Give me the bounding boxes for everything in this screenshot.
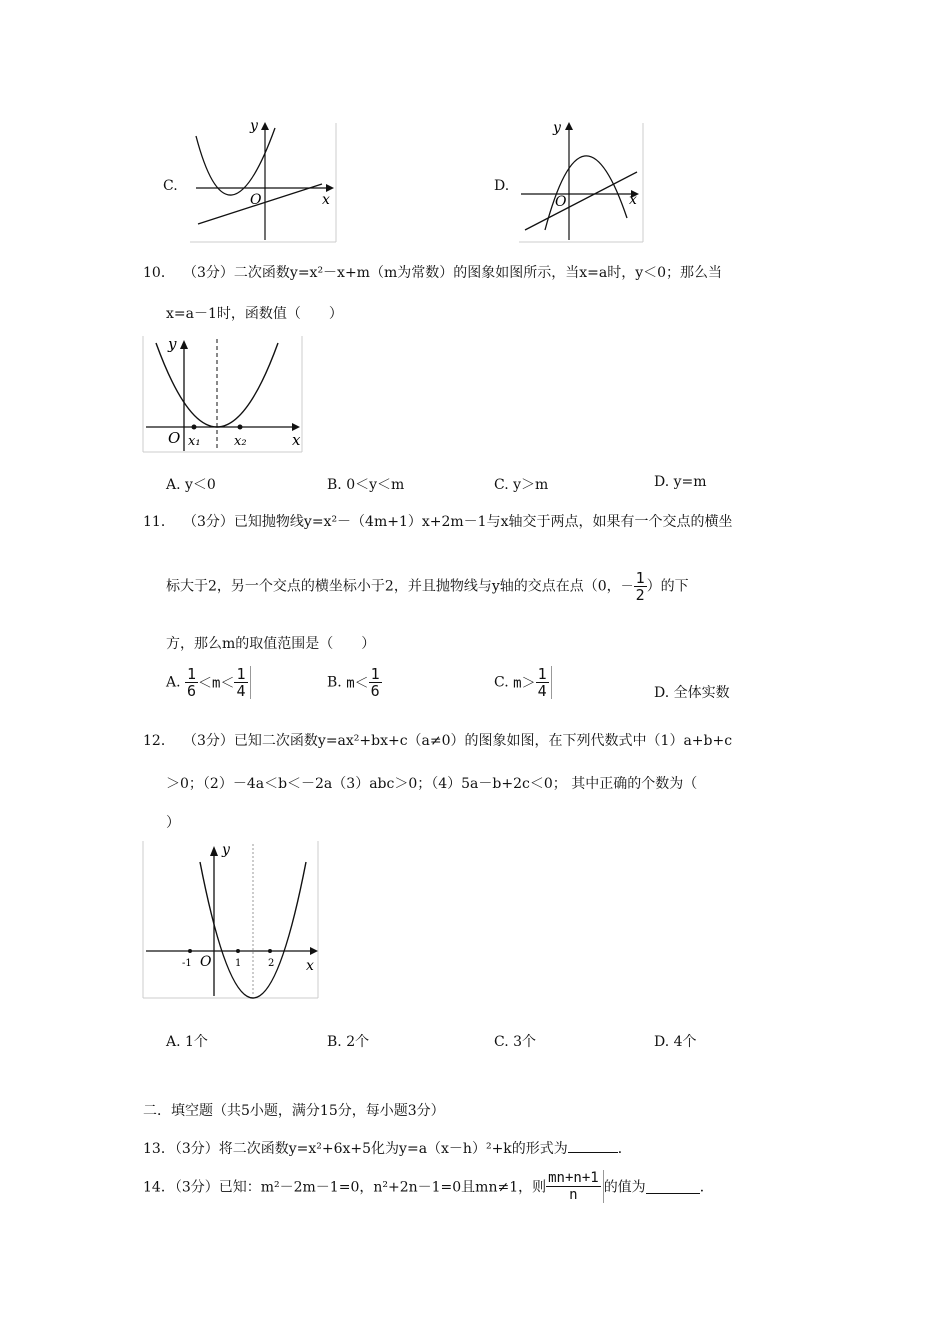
q10-stem-line2: x=a－1时，函数值（ ） bbox=[166, 306, 343, 322]
q14 bbox=[143, 1170, 714, 1203]
origin-label: O bbox=[200, 954, 212, 970]
q12-figure bbox=[142, 840, 322, 1000]
q12-stem-line1: （3分）已知二次函数y=ax²+bx+c（a≠0）的图象如图，在下列代数式中（1）a+b+c bbox=[183, 733, 733, 749]
fraction-1-6: $\frac{1}{6}$ bbox=[370, 665, 380, 700]
option-letter: B. bbox=[327, 1034, 342, 1050]
q10-option-a[interactable] bbox=[166, 474, 216, 494]
q14-answer-blank[interactable] bbox=[646, 1179, 700, 1194]
tick-neg1-label: -1 bbox=[182, 958, 192, 969]
option-letter: C. bbox=[494, 674, 509, 691]
option-letter: A. bbox=[166, 674, 181, 691]
option-mid: ＜m＜ bbox=[198, 675, 235, 692]
tick-1-point bbox=[236, 949, 240, 953]
q13-number: 13． bbox=[143, 1141, 175, 1157]
option-text: 3个 bbox=[513, 1034, 537, 1050]
origin-label: O bbox=[555, 194, 567, 210]
q10-number: 10． bbox=[143, 265, 175, 281]
q11-option-d[interactable] bbox=[654, 682, 730, 702]
fraction-1-4: $\frac{1}{4}$ bbox=[536, 666, 552, 699]
q10-option-b[interactable] bbox=[327, 474, 404, 494]
q10-option-d[interactable] bbox=[654, 474, 707, 490]
tick-2-label: 2 bbox=[268, 958, 275, 969]
q11-option-c[interactable] bbox=[494, 666, 552, 699]
option-mid: m＞ bbox=[513, 675, 536, 692]
x-axis-arrow bbox=[326, 184, 334, 192]
y-label: y bbox=[553, 120, 561, 136]
fraction-1-4: $\frac{1}{4}$ bbox=[234, 666, 250, 699]
q9-option-d-graph bbox=[517, 118, 647, 244]
q11-option-b[interactable] bbox=[327, 666, 382, 699]
root1-point bbox=[192, 425, 197, 430]
option-text: 0＜y＜m bbox=[346, 477, 405, 493]
option-letter: B. bbox=[327, 477, 342, 493]
q9-option-d-label[interactable]: D. bbox=[494, 178, 510, 194]
x-label: x bbox=[629, 192, 637, 208]
q10-figure bbox=[142, 335, 307, 453]
y-axis-arrow bbox=[565, 122, 573, 130]
origin-label: O bbox=[250, 192, 262, 208]
option-letter: D. bbox=[654, 1034, 670, 1050]
fraction-1-6: $\frac{1}{6}$ bbox=[187, 665, 197, 700]
option-letter: A. bbox=[166, 1034, 181, 1050]
option-letter: D. bbox=[654, 685, 670, 701]
option-letter: C. bbox=[494, 477, 509, 493]
q9-option-c-graph bbox=[188, 118, 338, 244]
q14-text: （3分）已知：m²－2m－1=0，n²+2n－1=0且mn≠1，则 bbox=[174, 1179, 547, 1196]
root2-label: x₂ bbox=[234, 434, 247, 449]
option-letter: A. bbox=[166, 477, 181, 493]
q11-number: 11． bbox=[143, 514, 175, 530]
q14-fraction: $\frac{mn+n+1}{n}$ bbox=[546, 1170, 604, 1203]
x-label: x bbox=[292, 431, 301, 449]
option-letter: D. bbox=[654, 474, 670, 490]
y-axis-arrow bbox=[261, 122, 269, 130]
section2-heading: 二．填空题（共5小题，满分15分，每小题3分） bbox=[143, 1103, 445, 1119]
y-label: y bbox=[250, 118, 258, 134]
y-axis-arrow bbox=[180, 340, 188, 349]
option-text: 1个 bbox=[185, 1034, 208, 1050]
q12-option-b[interactable] bbox=[327, 1031, 369, 1051]
option-text: y＞m bbox=[513, 477, 549, 493]
q12-number: 12． bbox=[143, 733, 175, 749]
q13-text: （3分）将二次函数y=x²+6x+5化为y=a（x－h）²+k的形式为 bbox=[174, 1141, 568, 1157]
q13 bbox=[143, 1138, 632, 1158]
tick-1-label: 1 bbox=[235, 958, 242, 969]
q10-option-c[interactable] bbox=[494, 474, 548, 494]
q12-option-a[interactable] bbox=[166, 1031, 208, 1051]
q12-stem-line3: ） bbox=[166, 815, 180, 831]
q14-text-b: 的值为 bbox=[603, 1179, 646, 1196]
q11-stem-line1: （3分）已知抛物线y=x²－（4m+1）x+2m－1与x轴交于两点，如果有一个交点的横坐 bbox=[183, 514, 733, 530]
tick-2-point bbox=[268, 949, 272, 953]
option-text: 全体实数 bbox=[673, 685, 730, 701]
option-text: y=m bbox=[673, 474, 707, 490]
x-axis-arrow bbox=[292, 423, 300, 431]
x-label: x bbox=[306, 958, 314, 974]
origin-label: O bbox=[168, 429, 181, 447]
option-mid: m＜ bbox=[346, 675, 369, 692]
y-axis-arrow bbox=[210, 846, 218, 856]
parabola bbox=[545, 156, 627, 230]
q12-option-d[interactable] bbox=[654, 1031, 697, 1051]
q13-answer-blank[interactable] bbox=[568, 1138, 618, 1153]
tick-neg1-point bbox=[188, 949, 192, 953]
q11-frac-sign: － bbox=[620, 579, 634, 595]
q11-stem-line2 bbox=[166, 570, 689, 603]
root2-point bbox=[238, 425, 243, 430]
q11-stem-line3: 方，那么m的取值范围是（ ） bbox=[166, 636, 376, 652]
y-label: y bbox=[168, 335, 177, 353]
q11-option-a[interactable] bbox=[166, 666, 251, 699]
parabola bbox=[196, 128, 275, 195]
q11-fraction: $\frac{1}{2}$ bbox=[635, 569, 645, 604]
q12-stem-line2: ＞0；（2）－4a＜b＜－2a（3）abc＞0；（4）5a－b+2c＜0； 其中正确的个数为（ bbox=[166, 776, 698, 792]
option-text: 2个 bbox=[346, 1034, 370, 1050]
root1-label: x₁ bbox=[188, 434, 201, 449]
q14-number: 14． bbox=[143, 1179, 175, 1196]
y-label: y bbox=[222, 842, 230, 858]
x-label: x bbox=[322, 192, 330, 208]
q12-option-c[interactable] bbox=[494, 1031, 536, 1051]
option-text: y＜0 bbox=[185, 477, 216, 493]
x-axis-arrow bbox=[310, 947, 318, 955]
q11-line2-end: ）的下 bbox=[646, 578, 689, 595]
q13-end: ． bbox=[617, 1141, 632, 1157]
q10-stem-line1: （3分）二次函数y=x²－x+m（m为常数）的图象如图所示，当x=a时，y＜0；那么当 bbox=[183, 265, 723, 281]
option-letter: B. bbox=[327, 674, 342, 691]
q14-end: ． bbox=[699, 1179, 714, 1196]
q9-option-c-label[interactable]: C. bbox=[163, 178, 178, 194]
option-letter: C. bbox=[494, 1034, 509, 1050]
q11-line2-text: 标大于2，另一个交点的横坐标小于2，并且抛物线与y轴的交点在点（0， bbox=[166, 578, 621, 595]
option-text: 4个 bbox=[673, 1034, 697, 1050]
